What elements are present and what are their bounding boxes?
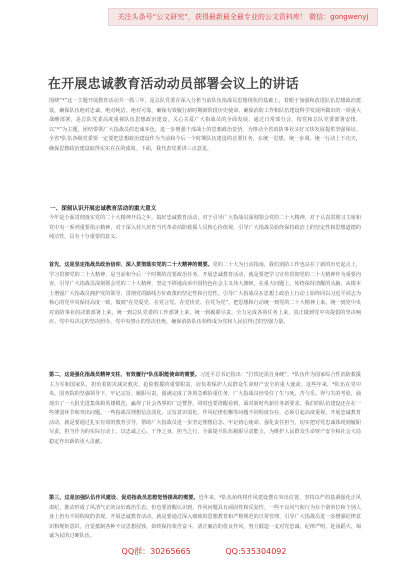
paragraph-point-1 [49,261,361,370]
contact-footer [0,546,408,562]
paragraph-point-2-body: 习近平总书记指出：“打铁还需自身硬”。*队伍作为国家综合性消防救援主力军和国家队，担负着防灾减灾救灾、抢险救援的重要职责，肩负着保护人民群众生命财产安全的重大使命，这些年来，*队伍在党中央、国务院的坚强领导下，牢记宗旨、履职尽责，圆满完成了各项急难险重任务，广大指战员经受住了生与死、苦与乐、得与失的考验，涌现出了一大批先进集体和英雄模范，赢得了社会各界的广泛赞誉。同时也要清醒看到，面对新时代新任务新要求，我们的队伍建设还存在一些薄弱环节和突出问题，一些指战员理想信念淡化、宗旨意识弱化、作风纪律松懈等问题不同程度存在，必须引起高度重视。开展忠诚教育活动，就是要通过扎实有效的教育引导，帮助广大指战员进一步坚定理想信念、牢记初心使命、强化责任担当，切实把对党忠诚体现到履职尽责、担当作为的实际行动上，以忠诚之心、干净之身、担当之行，全面提升队伍履职尽责能力，为维护人民群众生命财产安全和社会大局稳定作出新的更大贡献。 [49,372,361,445]
section-heading: 一、深刻认识开展忠诚教育活动的重大意义 [50,206,157,212]
qq-group-text: QQ群：30265665 [121,547,191,556]
paragraph-point-1-body: 党的二十大为行动指南，我们消防工作也站在了新的历史起点上，学习贯彻党的二十大精神，是当前和今后一个时期的首要政治任务。开展忠诚教育活动，就是要把学习宣传贯彻党的二十大精神作为重要内容，引导广大指战员深刻领会党的二十大精神，坚定不移地高举中国特色社会主义伟大旗帜，在重大问题上，始终保持清醒的头脑，从根本上增强广大指战员拥护党的领导、贯彻党的路线方针政策的坚定性和自觉性。引导广大指战员在思想上政治上行动上始终同以习近平同志为核心的党中央保持高度一致，做到“在党爱党、在党言党、在党忧党、在党为党”，把思想和行动统一到党的二十大精神上来，统一到党中央对消防事业的决策部署上来，统一到总队党委的工作部署上来，统一到履职尽责、全力完成各项任务上来，真正做到党中央提倡的坚决响应、党中央决定的坚决照办、党中央禁止的坚决杜绝，确保消防队伍始终成为党和人民信得过的坚强力量。 [49,262,361,325]
promo-banner: 关注头条号“公文研究”，获得最新最全最专业的公文资料库！ 微信：gongwenyj [108,8,378,26]
paragraph-section-intro: 今年是全面贯彻落实党的二十大精神开局之年。搞好忠诚教育活动，对于引导广大指战员深刻领会党的二十大精神，对于认真贯彻习主席和党中央一系列重要指示精神，对于深入持久培育当代革命消防救援人员核心价值观，引导广大指战员始终保持政治上的坚定性和思想道德的纯洁性，具有十分重要的意义。 [49,215,361,240]
paragraph-point-2 [49,371,361,493]
paragraph-point-1-lead: 首先，这是坚定指战员政治信仰、深入贯彻落实党的二十大精神的需要。 [49,262,213,268]
paragraph-intro: 围绕“*”这一主题开展教育活动并一抓三年，是总队党委在深入分析当前队伍指战员思想现状的基础上，着眼于加强和改进队伍思想政治建设，确保队伍绝对忠诚、绝对纯洁、绝对可靠，确保有效履行新时期新阶段历史使命、确保消防工作和队伍建设科学发展所做出的一项重大战略部署，是总队党委高度重视队伍思想政治建设，关心关爱广大指战员的全面发展，通过日常部分会，按党和总队党委部署安排，以“*”为主题，团结带领广大指战员的忠诚本色，进一步增强干部战士的思想政治觉悟，为推动全省消防事业又好又快发展提供坚强保证。全省*队伍各级党委要一定要把思想政治建设作为当前和今后一个时期队伍建设的首要任务，在统一思想、统一步调、统一行动上下功夫，确保思想政治建设取得实实在在的成效。下面，我代表党委讲三点意见。 [49,98,361,152]
paragraph-point-3-lead: 第三，这是加强队伍作风建设、促进指战员思想觉悟提高的需要。 [49,495,199,501]
paragraph-point-3-body: 近年来，*队伍始终将作风建设摆在突出位置，坚持以严的基调强化正风肃纪，推动形成了风清气正的良好政治生态。但也要清醒认识到，作风问题具有顽固性和反复性，一些不良风气和行为在个别单位和个别人身上仍有不同程度的表现。开展忠诚教育活动，就是要通过深入细致的思想教育和严格规范的日常管理，引导广大指战员进一步增强纪律意识和规矩意识，自觉抵制各种不良思想侵蚀，始终保持艰苦奋斗、清正廉洁的优良作风，努力锻造一支对党忠诚、纪律严明、赴汤蹈火、竭诚为民的过硬队伍。 [49,495,361,539]
paragraph-point-2-lead: 第二，这是强化指战员精神支柱、有效履行*队伍职能使命的需要。 [49,372,200,378]
document-title: 在开展忠诚教育活动动员部署会议上的讲话 [48,77,299,92]
paragraph-point-3 [49,494,361,541]
qq-number-text: QQ:535304092 [225,547,287,556]
